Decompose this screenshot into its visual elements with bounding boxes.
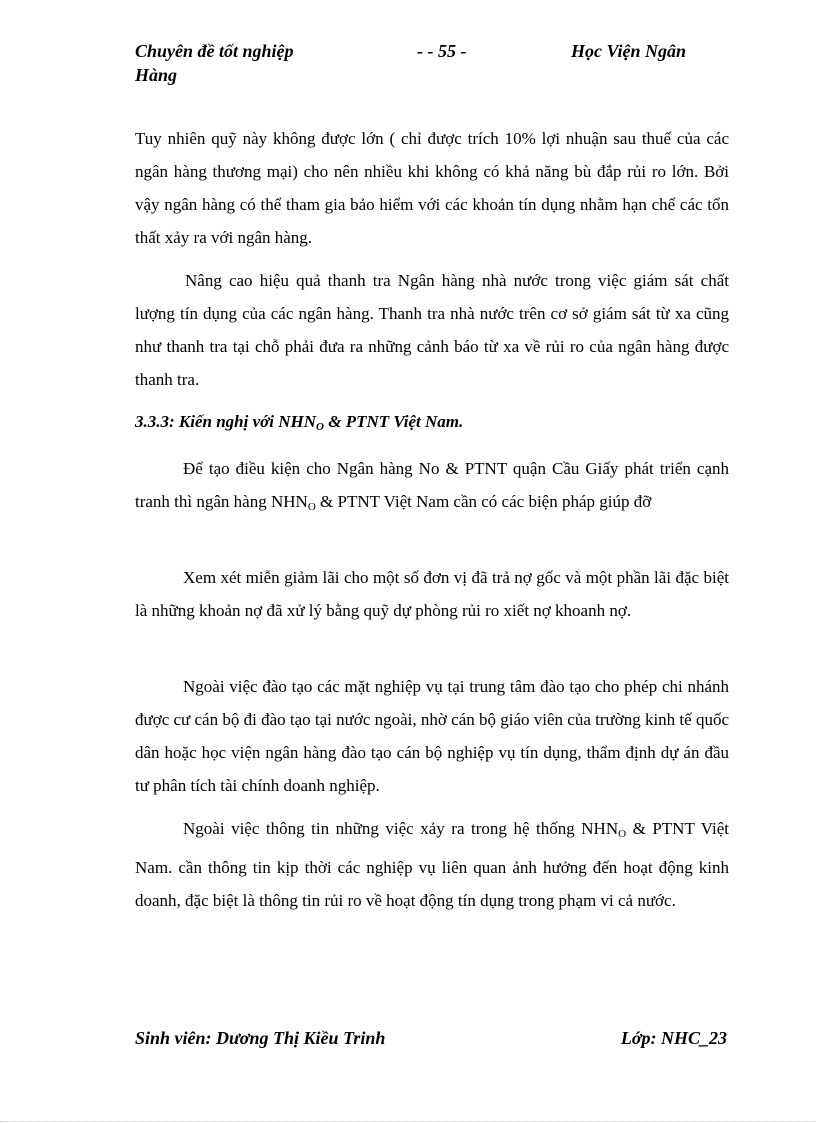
section-heading — [135, 408, 463, 441]
p3-text-pre: Để tạo điều kiện cho Ngân hàng No & PTNT quận Cầu Giấy phát triển cạnh tranh thì ngân hàng NHN — [135, 459, 729, 511]
header-institution: Học Viện Ngân — [571, 41, 687, 61]
heading-text-pre: 3.3.3: Kiến nghị với NHN — [135, 412, 317, 431]
paragraph-interest-relief: Xem xét miễn giảm lãi cho một số đơn vị đã trả nợ gốc và một phần lãi đặc biệt là những khoản nợ đã xử lý bằng quỹ dự phòng rủi ro xiết nợ khoanh nợ. — [135, 568, 729, 620]
heading-text-post: & PTNT Việt Nam. — [323, 412, 464, 431]
heading-subscript: O — [316, 421, 324, 433]
page-footer — [135, 1024, 727, 1054]
paragraph-information — [135, 812, 729, 917]
page-number: - - 55 - — [417, 41, 467, 61]
paragraph-training: Ngoài việc đào tạo các mặt nghiệp vụ tại trung tâm đào tạo cho phép chi nhánh được cư cán bộ đi đào tạo tại nước ngoài, nhờ cán bộ giáo viên của trường kinh tế quốc dân hoặc học viện ngân hàng đào tạo cán bộ nghiệp vụ tín dụng, thẩm định dự án đầu tư phân tích tài chính doanh nghiệp. — [135, 677, 729, 795]
page-header — [135, 38, 735, 88]
p6-subscript: O — [618, 828, 627, 840]
header-document-type: Chuyên đề tốt nghiệp — [135, 41, 294, 61]
paragraph-insurance: Tuy nhiên quỹ này không được lớn ( chỉ được trích 10% lợi nhuận sau thuế của các ngân hàng thương mại) cho nên nhiều khi không có khả năng bù đắp rủi ro lớn. Bởi vậy ngân hàng có thể tham gia bảo hiểm với các khoản tín dụng nhằm hạn chế các tổn thất xảy ra với ngân hàng. — [135, 129, 729, 247]
p3-subscript: O — [307, 501, 316, 513]
p3-text-post: & PTNT Việt Nam cần có các biện pháp giúp đỡ — [315, 492, 652, 511]
footer-class: Lớp: NHC_23 — [620, 1028, 727, 1048]
footer-student-name: Sinh viên: Dương Thị Kiều Trinh — [135, 1028, 386, 1048]
header-institution-continued: Hàng — [135, 65, 178, 85]
page-bottom-border — [0, 1121, 816, 1122]
p6-text-post: & PTNT Việt Nam. cần thông tin kịp thời các nghiệp vụ liên quan ảnh hưởng đến hoạt động kinh doanh, đặc biệt là thông tin rủi ro về hoạt động tín dụng trong phạm vi cả nước. — [135, 819, 730, 910]
p6-text-pre: Ngoài việc thông tin những việc xảy ra trong hệ thống NHN — [183, 819, 619, 838]
paragraph-inspection: Nâng cao hiệu quả thanh tra Ngân hàng nhà nước trong việc giám sát chất lượng tín dụng của các ngân hàng. Thanh tra nhà nước trên cơ sở giám sát từ xa cũng như thanh tra tại chỗ phải đưa ra những cảnh báo từ xa về rủi ro của ngân hàng được thanh tra. — [135, 271, 729, 389]
paragraph-conditions — [135, 452, 729, 524]
